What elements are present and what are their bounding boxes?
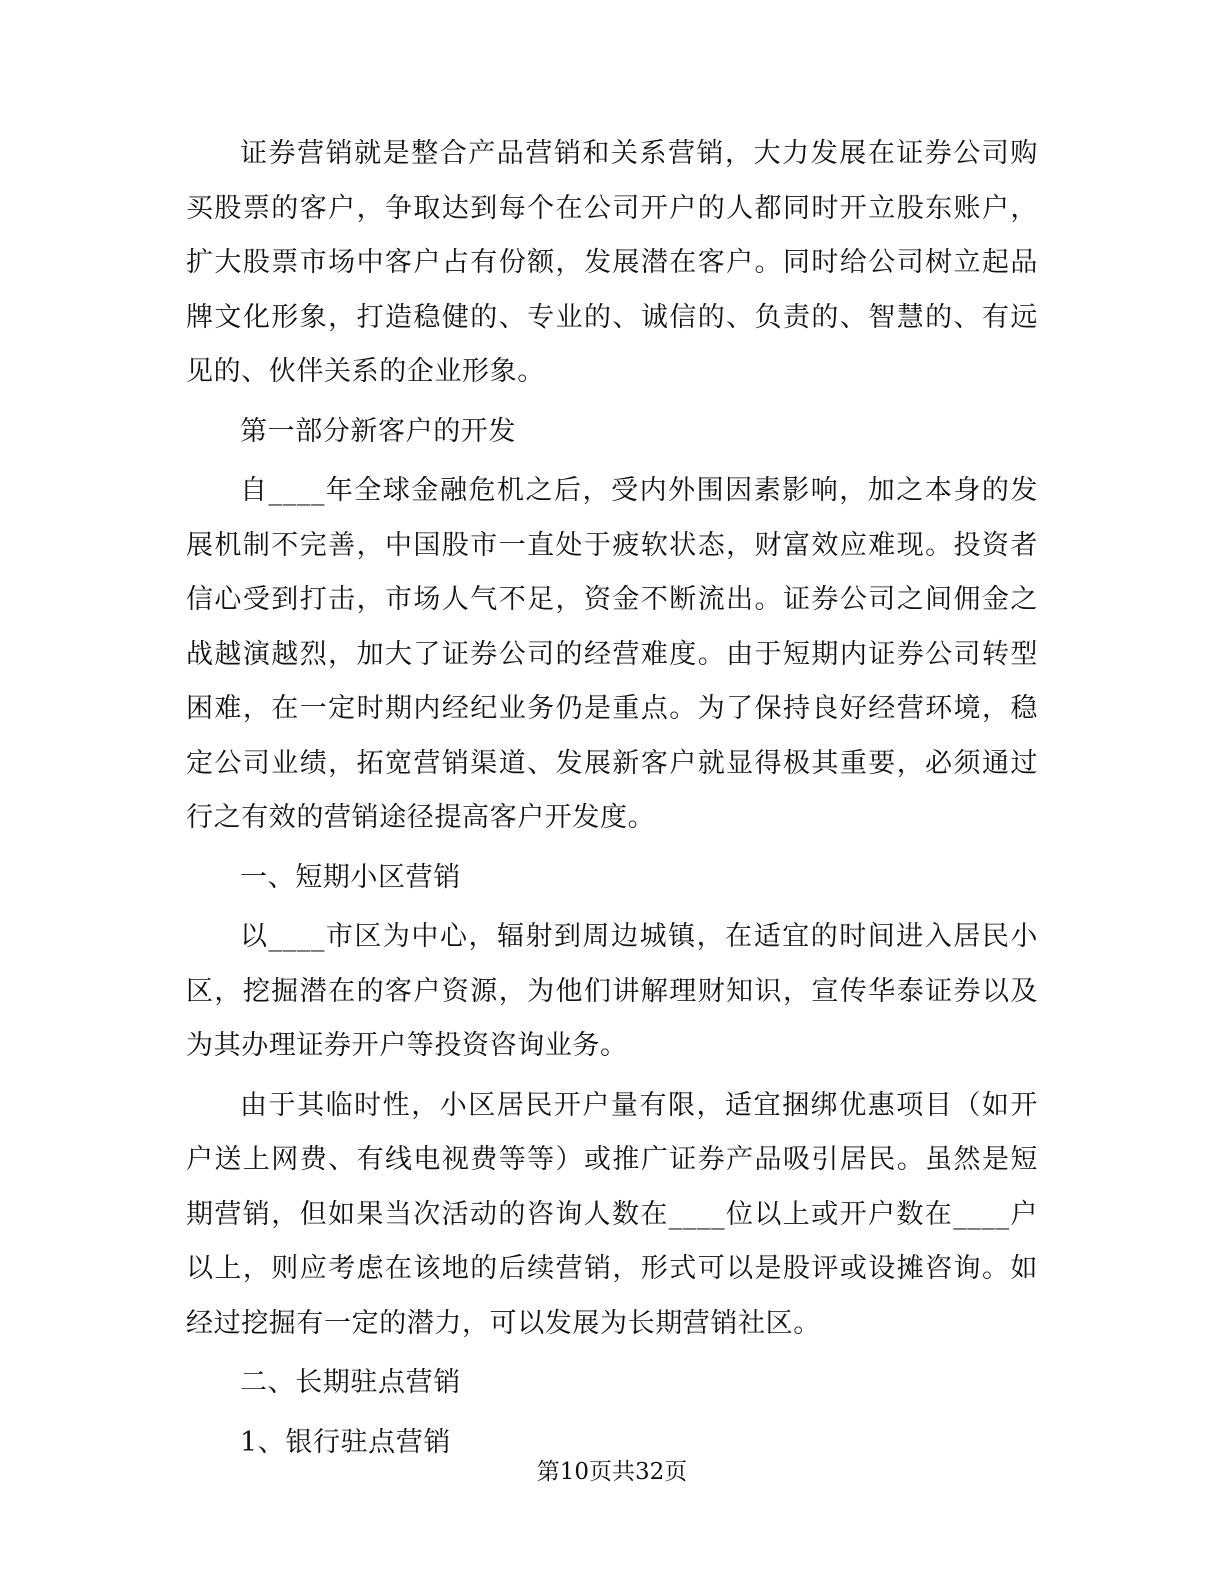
subheading-long-term-stationing: 二、长期驻点营销	[240, 1367, 461, 1398]
subheading-short-term-community: 一、短期小区营销	[240, 861, 461, 893]
paragraph-intro: 证券营销就是整合产品营销和关系营销，大力发展在证券公司购买股票的客户，争取达到每个在公司开户的人都同时开立股东账户，扩大股票市场中客户占有份额，发展潜在客户。同时给公司树立起品牌文化形象，打造稳健的、专业的、诚信的、负责的、智慧的、有远见的、伙伴关系的企业形象。	[186, 138, 1038, 387]
document-body	[186, 127, 1038, 1470]
subheading-bank-stationing: 1、银行驻点营销	[240, 1426, 451, 1458]
page-number-footer: 第10页共32页	[536, 1459, 688, 1485]
section-heading-part-one: 第一部分新客户的开发	[240, 415, 516, 447]
paragraph-community-details: 由于其临时性，小区居民开户量有限，适宜捆绑优惠项目（如开户送上网费、有线电视费等等）或推广证券产品吸引居民。虽然是短期营销，但如果当次活动的咨询人数在____位以上或开户数在____户以上，则应考虑在该地的后续营销，形式可以是股评或设摊咨询。如经过挖掘有一定的潜力，可以发展为长期营销社区。	[186, 1089, 1038, 1339]
paragraph-background: 自____年全球金融危机之后，受内外围因素影响，加之本身的发展机制不完善，中国股市一直处于疲软状态，财富效应难现。投资者信心受到打击，市场人气不足，资金不断流出。证券公司之间佣金之战越演越烈，加大了证券公司的经营难度。由于短期内证券公司转型困难，在一定时期内经纪业务仍是重点。为了保持良好经营环境，稳定公司业绩，拓宽营销渠道、发展新客户就显得极其重要，必须通过行之有效的营销途径提高客户开发度。	[186, 475, 1038, 833]
paragraph-community-scope: 以____市区为中心，辐射到周边城镇，在适宜的时间进入居民小区，挖掘潜在的客户资源，为他们讲解理财知识，宣传华泰证券以及为其办理证券开户等投资咨询业务。	[186, 921, 1038, 1061]
